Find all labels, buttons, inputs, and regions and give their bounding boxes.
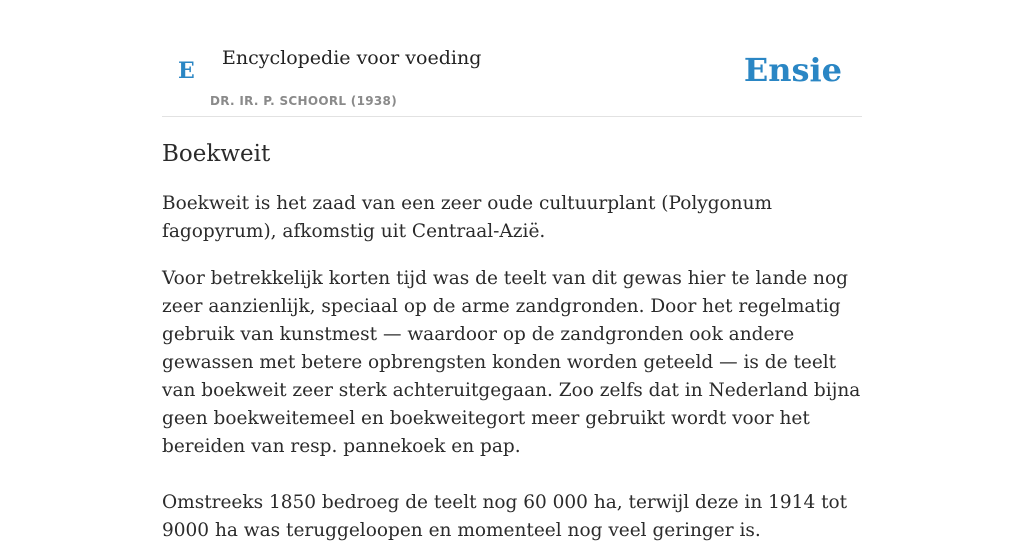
article-title: Boekweit: [162, 141, 271, 167]
article-content: [162, 138, 862, 545]
ensie-brand-logo[interactable]: Ensie: [743, 51, 842, 89]
page-header: [162, 0, 862, 117]
article-paragraph: Voor betrekkelijk korten tijd was de teelt van dit gewas hier te lande nog zeer aanzienlijk, speciaal op de arme zandgronden. Door het regelmatig gebruik van kunstmest — waardoor op de zandgronden ook andere gewassen met betere opbrengsten konden worden geteeld — is de teelt van boekweit zeer sterk achteruitgegaan. Zoo zelfs dat in Nederland bijna geen boekweitemeel en boekweitegort meer gebruikt wordt voor het bereiden van resp. pannekoek en pap.: [162, 268, 861, 457]
article-paragraph: Omstreeks 1850 bedroeg de teelt nog 60 000 ha, terwijl deze in 1914 tot 9000 ha was teruggeloopen en momenteel nog veel geringer is.: [162, 492, 848, 541]
article-paragraph: Boekweit is het zaad van een zeer oude cultuurplant (Polygonum fagopyrum), afkomstig uit Centraal-Azië.: [162, 193, 773, 242]
encyclopedia-logo[interactable]: E: [178, 58, 195, 84]
author-byline: DR. IR. P. SCHOORL (1938): [210, 94, 397, 108]
encyclopedia-title-link[interactable]: Encyclopedie voor voeding: [222, 47, 482, 69]
